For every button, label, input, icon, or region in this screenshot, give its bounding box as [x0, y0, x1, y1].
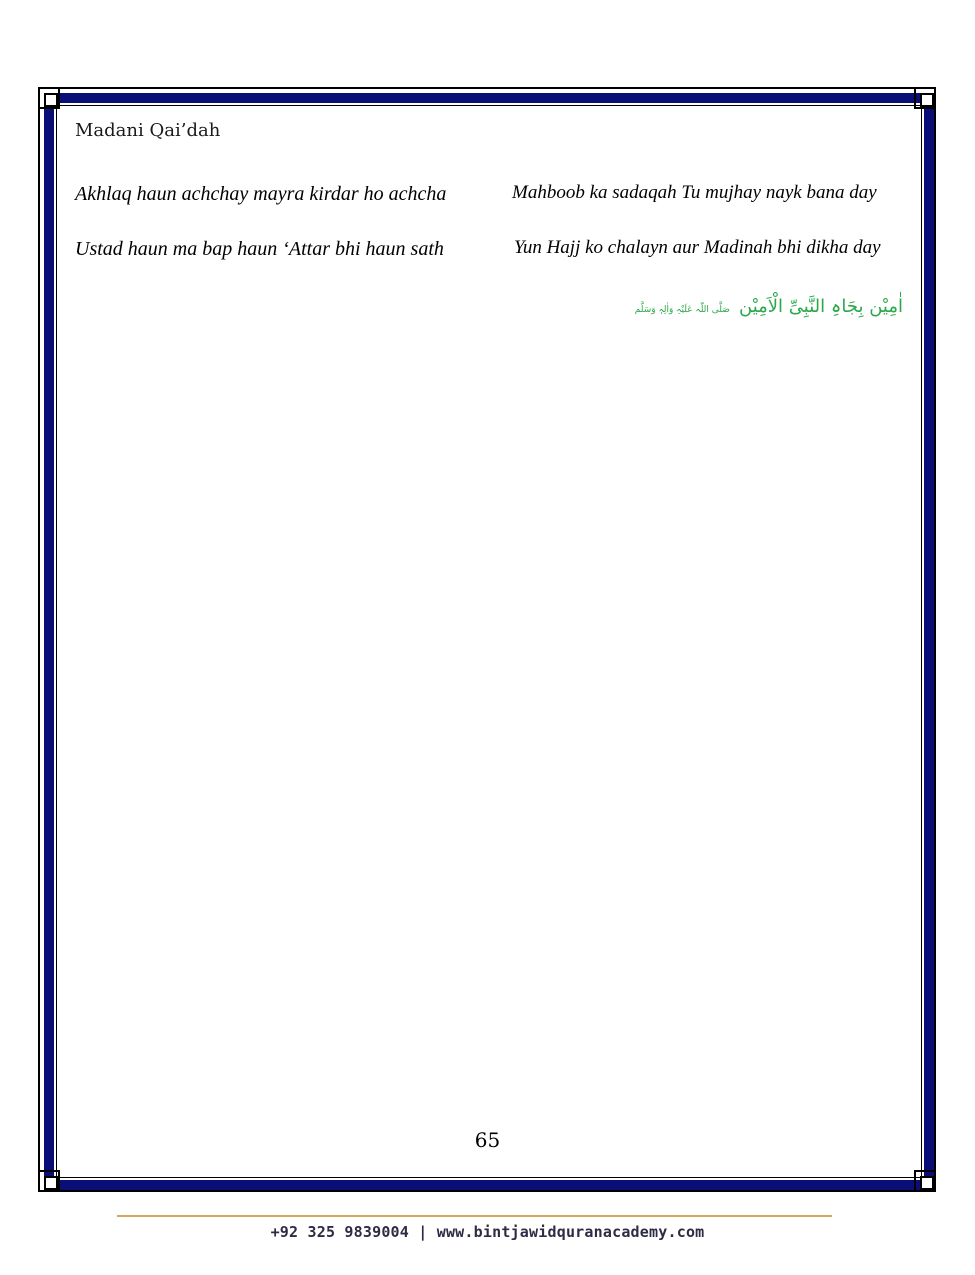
page-border-inner: [56, 105, 922, 1178]
salutation-text: صَلَّی اللّٰہ عَلَیْہِ وَاٰلِہٖ وَسَلَّم: [634, 305, 730, 315]
border-corner-top-right: [914, 87, 936, 109]
footer-contact: +92 325 9839004 | www.bintjawidquranacademy.com: [270, 1223, 705, 1241]
dua-text: اٰمِیْن بِجَاہِ النَّبِیِّ الْاَمِیْن: [739, 296, 903, 317]
page-header-title: Madani Qai’dah: [75, 120, 221, 141]
border-corner-bottom-left: [38, 1170, 60, 1192]
footer-divider: [117, 1215, 832, 1217]
verse-line-2-left: Ustad haun ma bap haun ‘Attar bhi haun sath: [75, 238, 444, 260]
verse-line-1-left: Akhlaq haun achchay mayra kirdar ho achcha: [75, 183, 447, 205]
border-corner-bottom-right: [914, 1170, 936, 1192]
verse-line-1-right: Mahboob ka sadaqah Tu mujhay nayk bana day: [512, 182, 877, 203]
border-corner-top-left: [38, 87, 60, 109]
closing-dua: [635, 296, 903, 317]
verse-line-2-right: Yun Hajj ko chalayn aur Madinah bhi dikha day: [514, 237, 881, 258]
page-number: 65: [474, 1128, 501, 1152]
